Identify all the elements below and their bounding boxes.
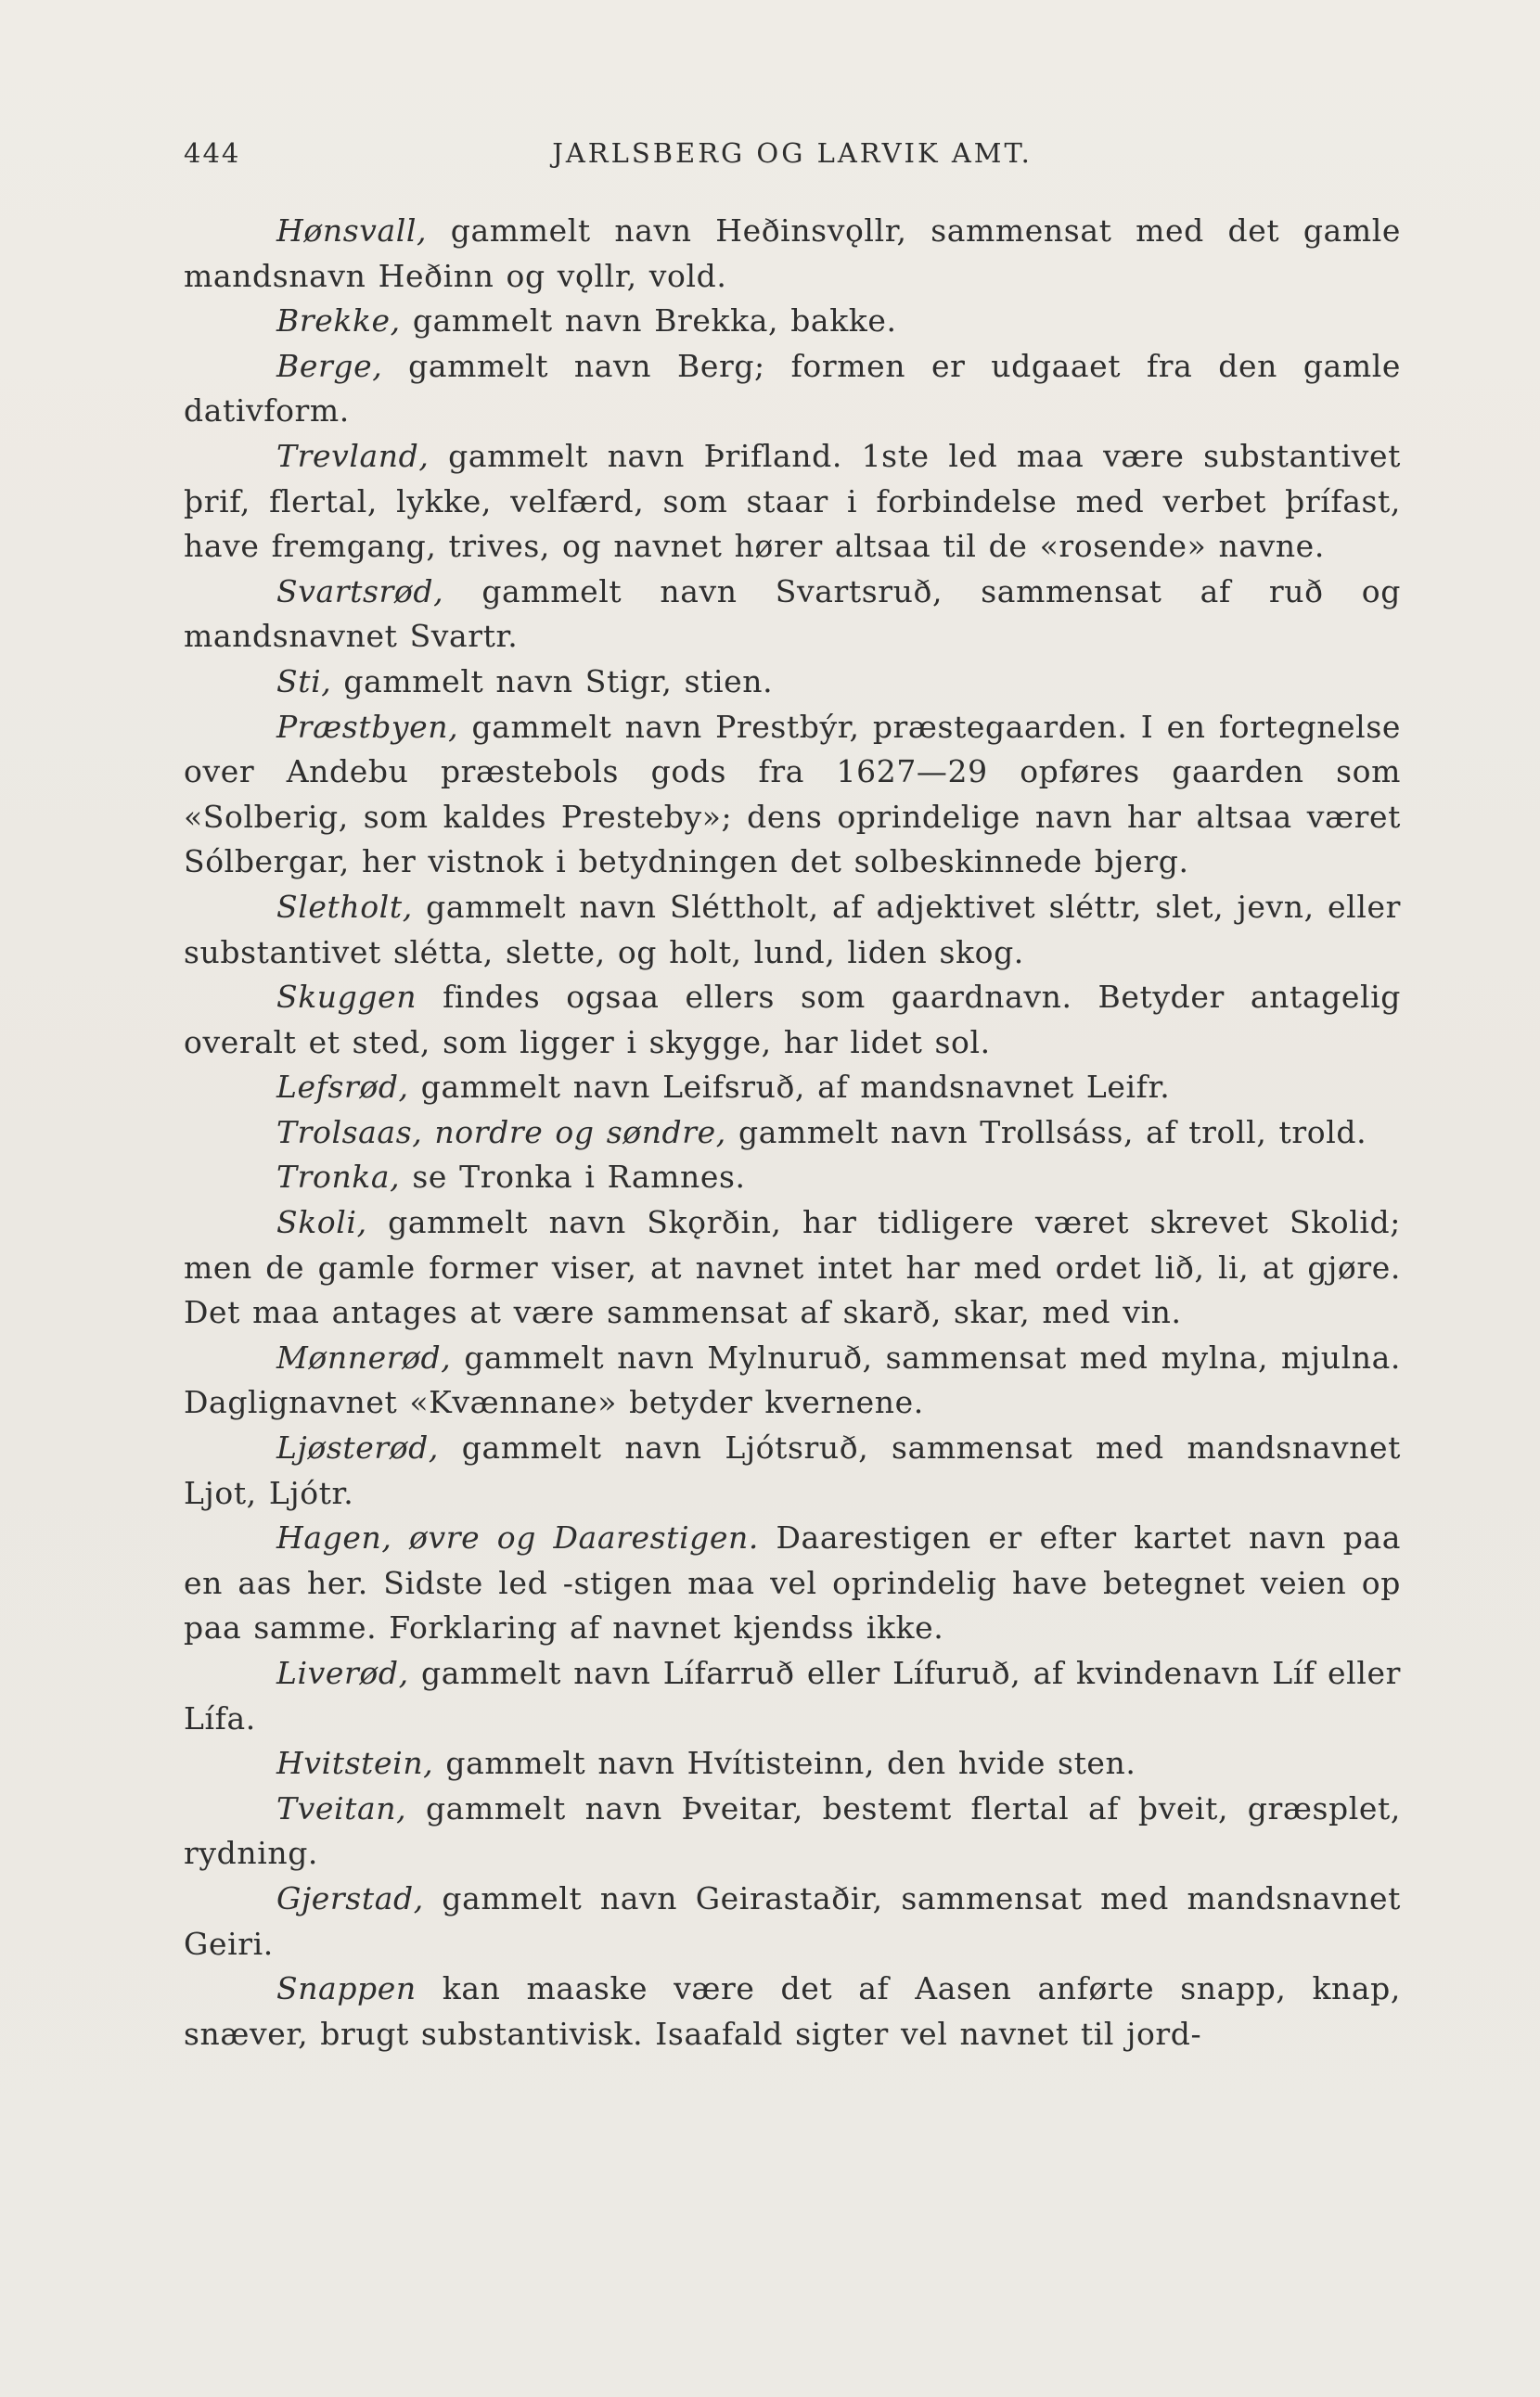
entry-text: gammelt navn Mylnuruð, sammensat med mylna, mjulna. Daglignavnet «Kvænnane» betyder kvernene. <box>184 1339 1401 1421</box>
entry-text: gammelt navn Heðinsvǫllr, sammensat med det gamle mandsnavn Heðinn og vǫllr, vold. <box>184 212 1401 294</box>
body-text <box>184 209 1401 2057</box>
page-header <box>184 130 1401 178</box>
entry-tveitan <box>184 1787 1401 1877</box>
entry-text: gammelt navn Þveitar, bestemt flertal af þveit, græsplet, rydning. <box>184 1789 1401 1872</box>
page-number: 444 <box>184 137 241 169</box>
entry-text: gammelt navn Stigr, stien. <box>331 662 774 699</box>
entry-snappen <box>184 1967 1401 2057</box>
entry-name: Tronka, <box>276 1159 401 1196</box>
entry-name: Trevland, <box>276 437 430 474</box>
entry-text: gammelt navn Ljótsruð, sammensat med mandsnavnet Ljot, Ljótr. <box>184 1429 1401 1511</box>
entry-lefsrod <box>184 1065 1401 1110</box>
entry-name: Præstbyen, <box>276 708 459 745</box>
entry-name: Sti, <box>276 662 332 699</box>
entry-name: Hagen, øvre og Daarestigen. <box>276 1519 759 1557</box>
entry-text: se Tronka i Ramnes. <box>400 1159 746 1196</box>
entry-trolsaas <box>184 1110 1401 1156</box>
entry-name: Sletholt, <box>276 888 413 925</box>
entry-name: Skuggen <box>276 979 417 1016</box>
entry-monnerod <box>184 1336 1401 1426</box>
entry-name: Svartsrød, <box>276 572 444 609</box>
entry-name: Berge, <box>276 347 383 384</box>
entry-text: gammelt navn Leifsruð, af mandsnavnet Leifr. <box>408 1069 1171 1106</box>
entry-text: gammelt navn Lífarruð eller Lífuruð, af kvindenavn Líf eller Lífa. <box>184 1655 1401 1737</box>
entry-text: findes ogsaa ellers som gaardnavn. Betyder antagelig overalt et sted, som ligger i skygge, har lidet sol. <box>184 979 1401 1060</box>
entry-tronka <box>184 1155 1401 1200</box>
entry-name: Ljøsterød, <box>276 1429 439 1467</box>
entry-name: Hønsvall, <box>276 212 428 249</box>
entry-name: Trolsaas, nordre og søndre, <box>276 1113 726 1150</box>
entry-skuggen <box>184 975 1401 1065</box>
entry-name: Tveitan, <box>276 1789 407 1827</box>
entry-liverod <box>184 1651 1401 1741</box>
entry-brekke <box>184 299 1401 344</box>
entry-text: gammelt navn Svartsruð, sammensat af ruð og mandsnavnet Svartr. <box>184 572 1401 655</box>
entry-name: Gjerstad, <box>276 1879 424 1916</box>
running-title: JARLSBERG OG LARVIK AMT. <box>552 137 1033 169</box>
entry-trevland <box>184 434 1401 570</box>
entry-name: Brekke, <box>276 302 401 340</box>
entry-hagen <box>184 1516 1401 1651</box>
entry-text: Daarestigen er efter kartet navn paa en aas her. Sidste led -stigen maa vel oprindelig have betegnet veien op paa samme. Forklaring af navnet kjendss ikke. <box>184 1519 1401 1647</box>
entry-hvitstein <box>184 1741 1401 1787</box>
entry-ljosterod <box>184 1426 1401 1516</box>
entry-berge <box>184 344 1401 434</box>
entry-name: Lefsrød, <box>276 1069 409 1106</box>
entry-gjerstad <box>184 1877 1401 1967</box>
entry-name: Hvitstein, <box>276 1745 434 1782</box>
entry-text: gammelt navn Brekka, bakke. <box>400 302 897 340</box>
entry-text: gammelt navn Skǫrðin, har tidligere været skrevet Skolid; men de gamle former viser, at navnet intet har med ordet lið, li, at gjøre. Det maa antages at være sammensat af skarð, skar, med vin. <box>184 1204 1401 1331</box>
entry-text: gammelt navn Prestbýr, præstegaarden. I en fortegnelse over Andebu præstebols gods fra 1627—29 opføres gaarden som «Solberig, som kaldes Presteby»; dens oprindelige navn har altsaa været Sólbergar, her vistnok i betydningen det solbeskinnede bjerg. <box>184 708 1401 880</box>
entry-text: gammelt navn Sléttholt, af adjektivet sléttr, slet, jevn, eller substantivet slétta, slette, og holt, lund, liden skog. <box>184 888 1401 970</box>
entry-text: gammelt navn Geirastaðir, sammensat med mandsnavnet Geiri. <box>184 1879 1401 1962</box>
entry-svartsrod <box>184 570 1401 660</box>
entry-name: Liverød, <box>276 1655 409 1691</box>
entry-skoli <box>184 1200 1401 1336</box>
entry-honsvall <box>184 209 1401 299</box>
entry-sti <box>184 660 1401 705</box>
entry-text: gammelt navn Berg; formen er udgaaet fra den gamle dativform. <box>184 347 1401 429</box>
entry-praestbyen <box>184 705 1401 885</box>
entry-text: gammelt navn Trollsáss, af troll, trold. <box>725 1113 1367 1150</box>
entry-text: gammelt navn Þrifland. 1ste led maa være substantivet þrif, flertal, lykke, velfærd, som staar i forbindelse med verbet þrífast, have fremgang, trives, og navnet hører altsaa til de «rosende» navne. <box>184 437 1401 565</box>
entry-name: Snappen <box>276 1970 417 2007</box>
entry-text: kan maaske være det af Aasen anførte snapp, knap, snæver, brugt substantivisk. Isaafald sigter vel navnet til jord- <box>184 1970 1401 2052</box>
entry-name: Mønnerød, <box>276 1339 452 1376</box>
entry-text: gammelt navn Hvítisteinn, den hvide sten. <box>433 1745 1136 1782</box>
entry-name: Skoli, <box>276 1204 367 1241</box>
entry-sletholt <box>184 885 1401 975</box>
